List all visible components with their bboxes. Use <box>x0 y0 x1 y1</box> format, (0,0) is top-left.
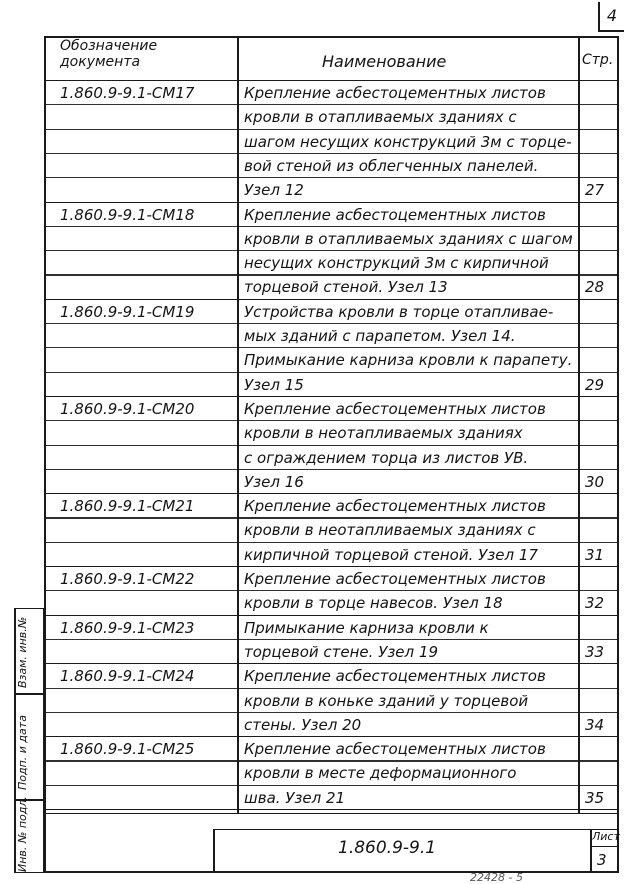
row-name-line: Крепление асбестоцементных листов <box>244 667 546 686</box>
row-name-line: с ограждением торца из листов УВ. <box>244 448 529 467</box>
line-rule <box>44 299 619 300</box>
row-page: 31 <box>585 545 605 564</box>
line-rule <box>44 153 619 154</box>
row-code: 1.860.9-9.1-СМ24 <box>60 667 195 686</box>
row-code: 1.860.9-9.1-СМ23 <box>60 618 195 637</box>
row-code: 1.860.9-9.1-СМ20 <box>60 399 195 418</box>
row-name-line: Примыкание карниза кровли к <box>244 618 489 637</box>
row-page: 33 <box>585 642 605 661</box>
line-rule <box>44 712 619 713</box>
row-name-line: Крепление асбестоцементных листов <box>244 497 546 516</box>
row-name-line: Крепление асбестоцементных листов <box>244 570 546 588</box>
row-name-line: кирпичной торцевой стеной. Узел 17 <box>244 545 538 564</box>
stamp-left-divider <box>213 829 215 873</box>
side-label-replaced: Взам. инв.№ <box>16 616 29 688</box>
stamp-rule <box>44 813 619 814</box>
header-name: Наименование <box>322 52 447 71</box>
stamp-sheet-label: Лист <box>592 830 620 843</box>
line-rule <box>44 420 619 421</box>
side-label-inventory: Инв. № подл. <box>16 796 29 872</box>
row-code: 1.860.9-9.1-СМ19 <box>60 302 195 321</box>
line-rule <box>44 590 619 591</box>
line-rule <box>44 274 619 275</box>
line-rule <box>44 615 619 616</box>
row-name-line: мых зданий с парапетом. Узел 14. <box>244 327 516 345</box>
stamp-code: 1.860.9-9.1 <box>338 838 437 858</box>
row-name-line: шва. Узел 21 <box>244 788 346 807</box>
row-name-line: шагом несущих конструкций 3м с торце- <box>244 132 572 151</box>
stamp-inner-rule <box>213 829 619 830</box>
line-rule <box>44 396 619 397</box>
line-rule <box>44 129 619 130</box>
line-rule <box>44 809 619 810</box>
line-rule <box>44 372 619 373</box>
line-rule <box>44 517 619 518</box>
line-rule <box>44 226 619 227</box>
row-name-line: кровли в месте деформационного <box>244 764 517 783</box>
row-name-line: Крепление асбестоцементных листов <box>244 84 546 102</box>
line-rule <box>44 663 619 664</box>
line-rule <box>44 542 619 543</box>
row-name-line: кровли в коньке зданий у торцевой <box>244 691 529 710</box>
row-name-line: кровли в отапливаемых зданиях с шагом <box>244 229 573 248</box>
line-rule <box>44 177 619 178</box>
row-name-line: Крепление асбестоцементных листов <box>244 740 546 759</box>
header-page: Стр. <box>582 52 614 68</box>
line-rule <box>44 323 619 324</box>
row-name-line: кровли в неотапливаемых зданиях <box>244 424 523 443</box>
row-page: 28 <box>585 278 605 297</box>
row-name-line: Узел 12 <box>244 181 304 200</box>
line-rule <box>44 469 619 470</box>
line-rule <box>44 736 619 737</box>
stamp-sheet-number: 3 <box>597 851 607 869</box>
row-name-line: Устройства кровли в торце отапливае- <box>244 302 554 321</box>
page-number: 4 <box>598 2 624 32</box>
header-rule <box>44 80 619 81</box>
row-code: 1.860.9-9.1-СМ25 <box>60 740 195 759</box>
row-code: 1.860.9-9.1-СМ22 <box>60 570 195 588</box>
row-name-line: торцевой стеной. Узел 13 <box>244 278 448 297</box>
row-name-line: Узел 16 <box>244 472 304 491</box>
row-code: 1.860.9-9.1-СМ17 <box>60 84 195 102</box>
bottom-note: 22428 - 5 <box>470 871 523 884</box>
row-page: 30 <box>585 472 605 491</box>
header-designation: Обозначение документа <box>60 38 158 70</box>
row-name-line: стены. Узел 20 <box>244 715 362 734</box>
line-rule <box>44 785 619 786</box>
line-rule <box>44 688 619 689</box>
row-name-line: вой стеной из облегченных панелей. <box>244 156 539 175</box>
row-name-line: Узел 15 <box>244 375 304 394</box>
row-code: 1.860.9-9.1-СМ21 <box>60 497 195 516</box>
line-rule <box>44 760 619 761</box>
row-page: 35 <box>585 788 605 807</box>
row-page: 27 <box>585 181 605 200</box>
row-page: 32 <box>585 594 605 613</box>
row-name-line: торцевой стене. Узел 19 <box>244 642 438 661</box>
line-rule <box>44 250 619 251</box>
line-rule <box>44 202 619 203</box>
row-page: 34 <box>585 715 605 734</box>
row-name-line: кровли в торце навесов. Узел 18 <box>244 594 503 613</box>
row-page: 29 <box>585 375 605 394</box>
row-name-line: Крепление асбестоцементных листов <box>244 205 546 224</box>
line-rule <box>44 566 619 567</box>
stamp-sheet-rule <box>590 846 619 847</box>
line-rule <box>44 639 619 640</box>
row-name-line: Крепление асбестоцементных листов <box>244 399 546 418</box>
line-rule <box>44 104 619 105</box>
row-code: 1.860.9-9.1-СМ18 <box>60 205 195 224</box>
row-name-line: Примыкание карниза кровли к парапету. <box>244 351 573 370</box>
row-name-line: несущих конструкций 3м с кирпичной <box>244 254 549 273</box>
line-rule <box>44 347 619 348</box>
line-rule <box>44 493 619 494</box>
row-name-line: кровли в отапливаемых зданиях с <box>244 108 517 127</box>
row-name-line: кровли в неотапливаемых зданиях с <box>244 521 536 540</box>
side-label-signature: Подп. и дата <box>16 715 29 790</box>
line-rule <box>44 445 619 446</box>
